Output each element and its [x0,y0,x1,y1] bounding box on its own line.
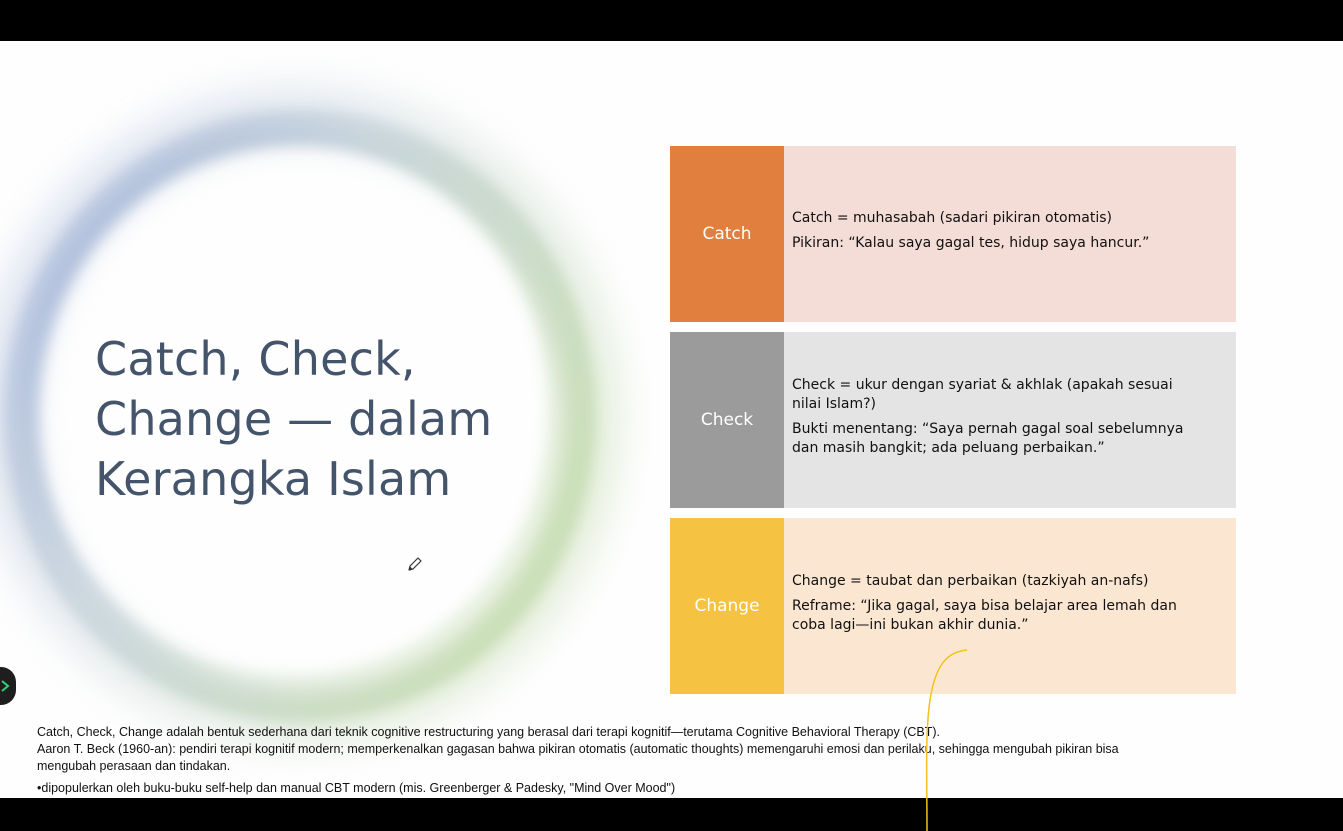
change-example: Reframe: “Jika gagal, saya bisa belajar area lemah dan coba lagi—ini bukan akhir dunia.” [792,597,1177,633]
presentation-slide [0,41,1343,798]
pen-cursor-icon [406,555,424,577]
catch-content [784,146,1236,322]
catch-example: Pikiran: “Kalau saya gagal tes, hidup saya hancur.” [792,235,1150,251]
check-content [784,332,1236,508]
catch-label: Catch [670,146,784,322]
catch-row [670,146,1236,322]
notes-line-3: •dipopulerkan oleh buku-buku self-help dan manual CBT modern (mis. Greenberger & Padesky, "Mind Over Mood") [37,781,676,795]
change-label: Change [670,518,784,694]
notes-line-1: Catch, Check, Change adalah bentuk sederhana dari teknik cognitive restructuring yang berasal dari terapi kognitif—terutama Cognitive Behavioral Therapy (CBT). [37,725,941,739]
change-definition: Change = taubat dan perbaikan (tazkiyah an-nafs) [792,572,1149,589]
chevron-right-icon [0,678,11,694]
slide-title: Catch, Check, Change — dalam Kerangka Islam [95,332,493,506]
speaker-notes [37,724,1147,797]
catch-definition: Catch = muhasabah (sadari pikiran otomatis) [792,210,1112,226]
check-definition: Check = ukur dengan syariat & akhlak (apakah sesuai nilai Islam?) [792,377,1173,412]
notes-line-2: Aaron T. Beck (1960-an): pendiri terapi kognitif modern; memperkenalkan gagasan bahwa pikiran otomatis (automatic thoughts) memengaruhi emosi dan perilaku, sehingga mengubah pikiran bisa mengubah perasaan dan tindakan. [37,742,1119,773]
check-label: Check [670,332,784,508]
check-example: Bukti menentang: “Saya pernah gagal soal sebelumnya dan masih bangkit; ada peluang perbaikan.” [792,421,1184,456]
check-row [670,332,1236,508]
change-row [670,518,1236,694]
change-content [784,518,1236,694]
